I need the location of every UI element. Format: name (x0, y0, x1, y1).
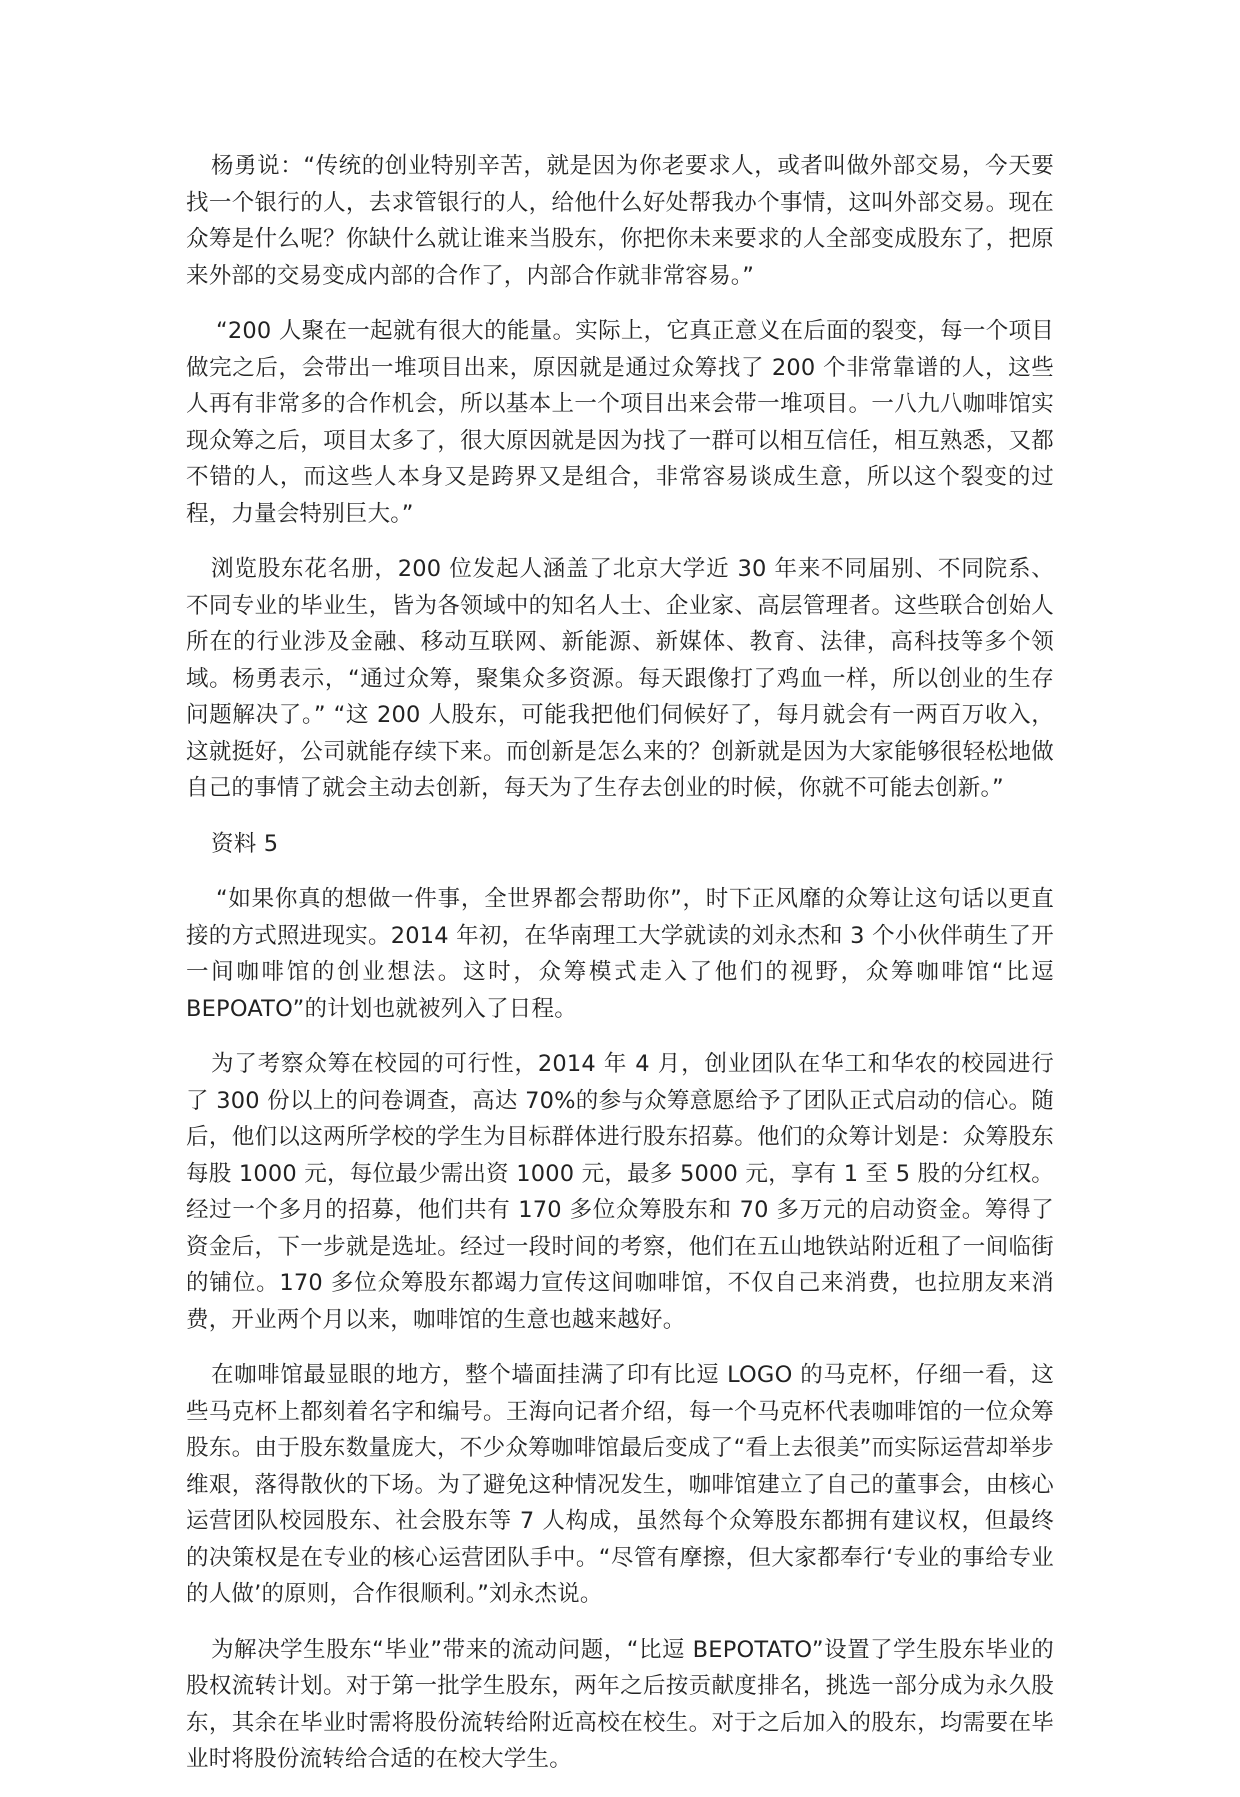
paragraph-shareholder-roster: 浏览股东花名册，200 位发起人涵盖了北京大学近 30 年来不同届别、不同院系、不同专业的毕业生，皆为各领域中的知名人士、企业家、高层管理者。这些联合创始人所在的行业涉及金融、移动互联网、新能源、新媒体、教育、法律，高科技等多个领域。杨勇表示，“通过众筹，聚集众多资源。每天跟像打了鸡血一样，所以创业的生存问题解决了。” “这 200 人股东，可能我把他们伺候好了，每月就会有一两百万收入，这就挺好，公司就能存续下来。而创新是怎么来的？创新就是因为大家能够很轻松地做自己的事情了就会主动去创新，每天为了生存去创业的时候，你就不可能去创新。” (186, 556, 1054, 801)
paragraph-mug-wall: 在咖啡馆最显眼的地方，整个墙面挂满了印有比逗 LOGO 的马克杯，仔细一看，这些马克杯上都刻着名字和编号。王海向记者介绍，每一个马克杯代表咖啡馆的一位众筹股东。由于股东数量庞大，不少众筹咖啡馆最后变成了“看上去很美”而实际运营却举步维艰，落得散伙的下场。为了避免这种情况发生，咖啡馆建立了自己的董事会，由核心运营团队校园股东、社会股东等 7 人构成，虽然每个众筹股东都拥有建议权，但最终的决策权是在专业的核心运营团队手中。“尽管有摩擦，但大家都奉行‘专业的事给专业的人做’的原则，合作很顺利。”刘永杰说。 (186, 1362, 1054, 1607)
paragraph-yang-yong-quote: 杨勇说：“传统的创业特别辛苦，就是因为你老要求人，或者叫做外部交易，今天要找一个银行的人，去求管银行的人，给他什么好处帮我办个事情，这叫外部交易。现在众筹是什么呢？你缺什么就让谁来当股东，你把你未来要求的人全部变成股东了，把原来外部的交易变成内部的合作了，内部合作就非常容易。” (186, 153, 1054, 289)
document-page (186, 148, 1054, 1797)
paragraph-equity-transfer: 为解决学生股东“毕业”带来的流动问题，“比逗 BEPOTATO”设置了学生股东毕业的股权流转计划。对于第一批学生股东，两年之后按贡献度排名，挑选一部分成为永久股东，其余在毕业时需将股份流转给附近高校在校生。对于之后加入的股东，均需要在毕业时将股份流转给合适的在校大学生。 (186, 1636, 1054, 1772)
section-title: 资料 5 (211, 830, 279, 857)
paragraph-campus-survey: 为了考察众筹在校园的可行性，2014 年 4 月，创业团队在华工和华农的校园进行了 300 份以上的问卷调查，高达 70%的参与众筹意愿给予了团队正式启动的信心。随后，他们以这两所学校的学生为目标群体进行股东招募。他们的众筹计划是：众筹股东每股 1000 元，每位最少需出资 1000 元，最多 5000 元，享有 1 至 5 股的分红权。经过一个多月的招募，他们共有 170 多位众筹股东和 70 多万元的启动资金。筹得了资金后，下一步就是选址。经过一段时间的考察，他们在五山地铁站附近租了一间临街的铺位。170 多位众筹股东都竭力宣传这间咖啡馆，不仅自己来消费，也拉朋友来消费，开业两个月以来，咖啡馆的生意也越来越好。 (186, 1051, 1054, 1333)
paragraph-200-people-quote: “200 人聚在一起就有很大的能量。实际上，它真正意义在后面的裂变，每一个项目做完之后，会带出一堆项目出来，原因就是通过众筹找了 200 个非常靠谱的人，这些人再有非常多的合作机会，所以基本上一个项目出来会带一堆项目。一八九八咖啡馆实现众筹之后，项目太多了，很大原因就是因为找了一群可以相互信任，相互熟悉，又都不错的人，而这些人本身又是跨界又是组合，非常容易谈成生意，所以这个裂变的过程，力量会特别巨大。” (186, 318, 1054, 527)
paragraph-bepoato-intro: “如果你真的想做一件事，全世界都会帮助你”，时下正风靡的众筹让这句话以更直接的方式照进现实。2014 年初，在华南理工大学就读的刘永杰和 3 个小伙伴萌生了开一间咖啡馆的创业想法。这时，众筹模式走入了他们的视野，众筹咖啡馆“比逗 BEPOATO”的计划也就被列入了日程。 (186, 886, 1054, 1022)
